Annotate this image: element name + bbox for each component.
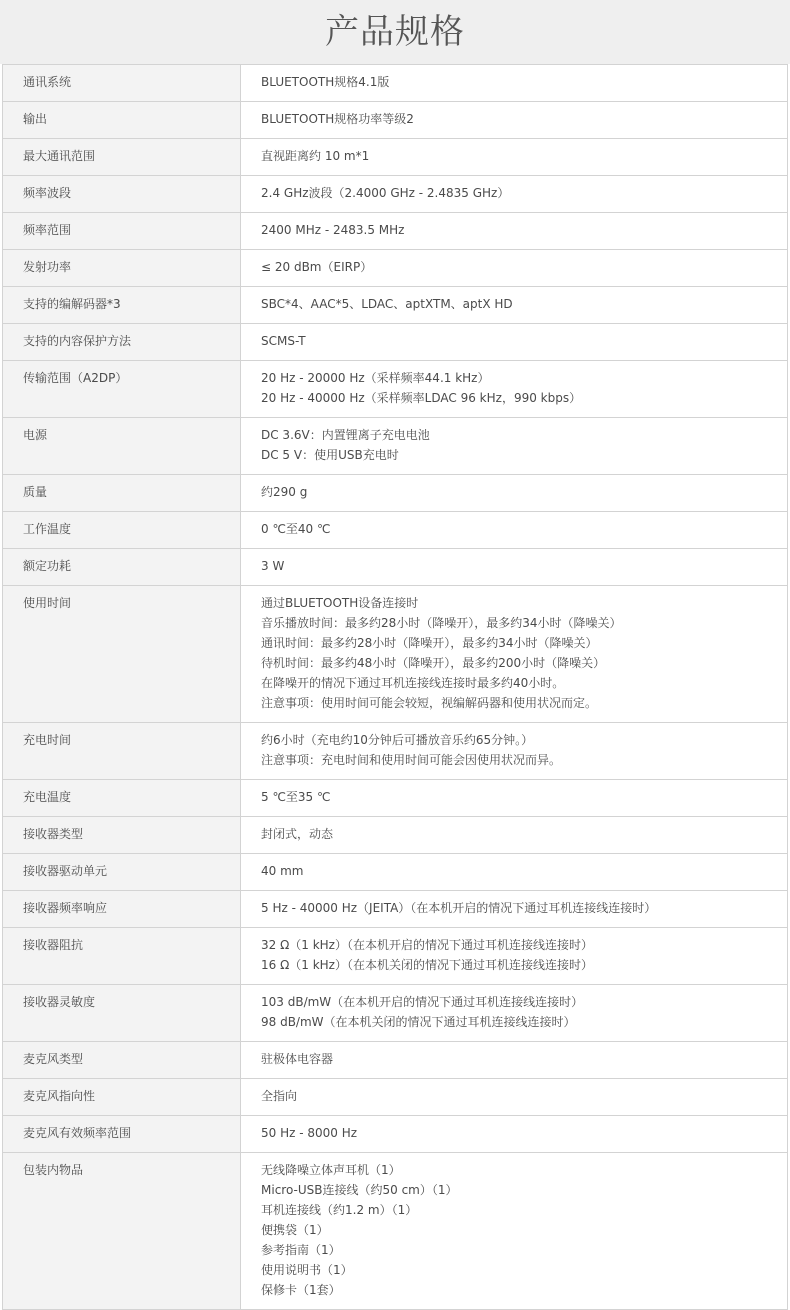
spec-value-line: 在降噪开的情况下通过耳机连接线连接时最多约40小时。	[261, 676, 565, 690]
spec-value-line: 封闭式，动态	[261, 827, 334, 841]
spec-value-line: 通讯时间：最多约28小时（降噪开），最多约34小时（降噪关）	[261, 636, 598, 650]
spec-value-line: 2400 MHz - 2483.5 MHz	[261, 223, 405, 237]
spec-value-line: 103 dB/mW（在本机开启的情况下通过耳机连接线连接时）	[261, 995, 584, 1009]
spec-value-line: 16 Ω（1 kHz）（在本机关闭的情况下通过耳机连接线连接时）	[261, 958, 593, 972]
spec-row	[3, 102, 788, 139]
spec-value-line: 2.4 GHz波段（2.4000 GHz - 2.4835 GHz）	[261, 186, 510, 200]
spec-label: 电源	[3, 418, 241, 475]
spec-row	[3, 361, 788, 418]
spec-value	[241, 723, 788, 780]
page-title: 产品规格	[325, 12, 465, 52]
spec-value	[241, 213, 788, 250]
spec-value-line: 驻极体电容器	[261, 1052, 334, 1066]
spec-row	[3, 250, 788, 287]
spec-row	[3, 324, 788, 361]
spec-value	[241, 324, 788, 361]
spec-value	[241, 361, 788, 418]
spec-value-line: 无线降噪立体声耳机（1）	[261, 1163, 401, 1177]
spec-value	[241, 817, 788, 854]
spec-value-line: 保修卡（1套）	[261, 1283, 341, 1297]
page-header	[0, 0, 790, 64]
spec-label: 频率范围	[3, 213, 241, 250]
spec-row	[3, 512, 788, 549]
spec-row	[3, 1042, 788, 1079]
spec-value	[241, 1079, 788, 1116]
spec-row	[3, 1079, 788, 1116]
spec-label: 充电时间	[3, 723, 241, 780]
spec-value-line: 待机时间：最多约48小时（降噪开），最多约200小时（降噪关）	[261, 656, 606, 670]
spec-row	[3, 213, 788, 250]
spec-row	[3, 780, 788, 817]
spec-row	[3, 854, 788, 891]
spec-row	[3, 418, 788, 475]
spec-value-line: 直视距离约 10 m*1	[261, 149, 370, 163]
spec-value	[241, 1042, 788, 1079]
spec-value-line: 40 mm	[261, 864, 304, 878]
spec-value	[241, 512, 788, 549]
spec-value-line: 注意事项：充电时间和使用时间可能会因使用状况而异。	[261, 753, 562, 767]
spec-row	[3, 287, 788, 324]
spec-label: 发射功率	[3, 250, 241, 287]
spec-label: 接收器频率响应	[3, 891, 241, 928]
spec-row	[3, 723, 788, 780]
spec-label: 麦克风有效频率范围	[3, 1116, 241, 1153]
spec-row	[3, 817, 788, 854]
spec-row	[3, 1153, 788, 1310]
spec-table	[2, 64, 788, 1310]
spec-value-line: SCMS-T	[261, 334, 306, 348]
spec-value-line: 便携袋（1）	[261, 1223, 329, 1237]
spec-value-line: 约6小时（充电约10分钟后可播放音乐约65分钟。）	[261, 733, 534, 747]
spec-value-line: 32 Ω（1 kHz）（在本机开启的情况下通过耳机连接线连接时）	[261, 938, 593, 952]
spec-value-line: BLUETOOTH规格功率等级2	[261, 112, 414, 126]
spec-value	[241, 1116, 788, 1153]
spec-row	[3, 1116, 788, 1153]
spec-value-line: 通过BLUETOOTH设备连接时	[261, 596, 419, 610]
spec-label: 通讯系统	[3, 65, 241, 102]
spec-value	[241, 102, 788, 139]
spec-value-line: 3 W	[261, 559, 285, 573]
spec-value-line: 20 Hz - 40000 Hz（采样频率LDAC 96 kHz，990 kbps）	[261, 391, 582, 405]
spec-table-body	[3, 65, 788, 1310]
spec-value	[241, 250, 788, 287]
spec-value-line: 约290 g	[261, 485, 308, 499]
spec-label: 麦克风类型	[3, 1042, 241, 1079]
spec-row	[3, 891, 788, 928]
spec-row	[3, 176, 788, 213]
spec-label: 支持的内容保护方法	[3, 324, 241, 361]
spec-value	[241, 418, 788, 475]
spec-row	[3, 475, 788, 512]
spec-label: 包装内物品	[3, 1153, 241, 1310]
spec-label: 最大通讯范围	[3, 139, 241, 176]
spec-value-line: 音乐播放时间：最多约28小时（降噪开），最多约34小时（降噪关）	[261, 616, 622, 630]
spec-value-line: 5 ℃至35 ℃	[261, 790, 331, 804]
spec-value	[241, 1153, 788, 1310]
spec-label: 质量	[3, 475, 241, 512]
spec-value-line: 98 dB/mW（在本机关闭的情况下通过耳机连接线连接时）	[261, 1015, 576, 1029]
spec-value	[241, 891, 788, 928]
spec-value-line: 0 ℃至40 ℃	[261, 522, 331, 536]
spec-row	[3, 549, 788, 586]
spec-value	[241, 780, 788, 817]
spec-value	[241, 928, 788, 985]
spec-value	[241, 475, 788, 512]
spec-value-line: Micro-USB连接线（约50 cm）（1）	[261, 1183, 458, 1197]
spec-row	[3, 139, 788, 176]
spec-value-line: 参考指南（1）	[261, 1243, 341, 1257]
spec-label: 额定功耗	[3, 549, 241, 586]
spec-label: 使用时间	[3, 586, 241, 723]
spec-value-line: 20 Hz - 20000 Hz（采样频率44.1 kHz）	[261, 371, 490, 385]
spec-value-line: DC 3.6V：内置锂离子充电电池	[261, 428, 430, 442]
spec-value	[241, 586, 788, 723]
spec-label: 工作温度	[3, 512, 241, 549]
spec-value	[241, 139, 788, 176]
spec-value-line: 50 Hz - 8000 Hz	[261, 1126, 358, 1140]
spec-label: 频率波段	[3, 176, 241, 213]
spec-label: 支持的编解码器*3	[3, 287, 241, 324]
spec-row	[3, 928, 788, 985]
spec-row	[3, 65, 788, 102]
spec-value-line: 耳机连接线（约1.2 m）（1）	[261, 1203, 418, 1217]
spec-value-line: BLUETOOTH规格4.1版	[261, 75, 390, 89]
spec-value-line: ≤ 20 dBm（EIRP）	[261, 260, 373, 274]
spec-label: 输出	[3, 102, 241, 139]
spec-label: 接收器驱动单元	[3, 854, 241, 891]
spec-value-line: DC 5 V：使用USB充电时	[261, 448, 399, 462]
spec-label: 麦克风指向性	[3, 1079, 241, 1116]
spec-row	[3, 985, 788, 1042]
spec-value-line: 5 Hz - 40000 Hz（JEITA）（在本机开启的情况下通过耳机连接线连接时）	[261, 901, 657, 915]
spec-label: 接收器类型	[3, 817, 241, 854]
spec-value	[241, 985, 788, 1042]
spec-label: 充电温度	[3, 780, 241, 817]
spec-label: 接收器阻抗	[3, 928, 241, 985]
spec-value	[241, 176, 788, 213]
spec-label: 接收器灵敏度	[3, 985, 241, 1042]
spec-label: 传输范围（A2DP）	[3, 361, 241, 418]
spec-value-line: 注意事项：使用时间可能会较短，视编解码器和使用状况而定。	[261, 696, 598, 710]
spec-value	[241, 287, 788, 324]
spec-value-line: 使用说明书（1）	[261, 1263, 353, 1277]
spec-value	[241, 854, 788, 891]
spec-value	[241, 549, 788, 586]
spec-value-line: 全指向	[261, 1089, 298, 1103]
spec-value	[241, 65, 788, 102]
spec-value-line: SBC*4、AAC*5、LDAC、aptXTM、aptX HD	[261, 297, 513, 311]
spec-row	[3, 586, 788, 723]
